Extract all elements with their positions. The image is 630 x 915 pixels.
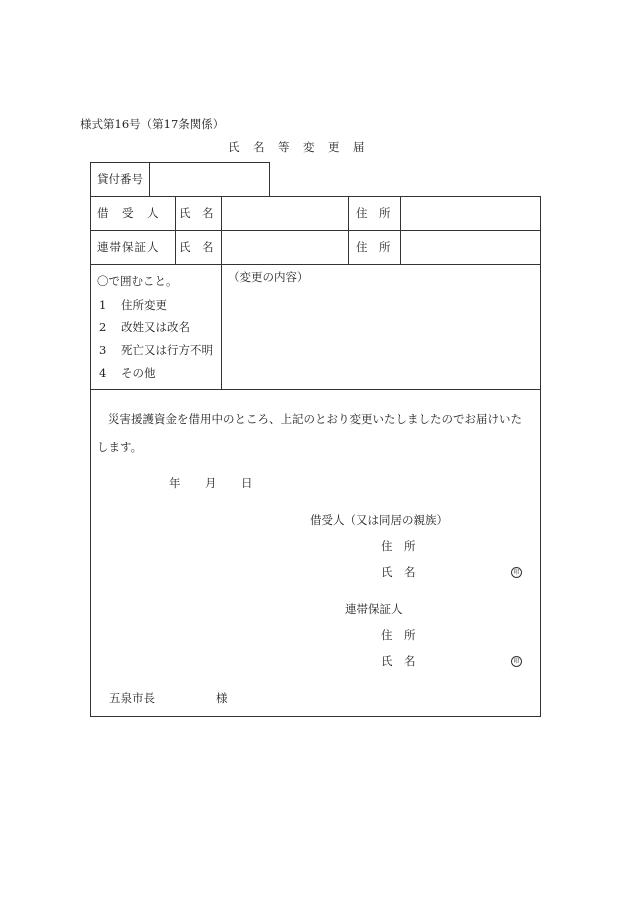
option-text: 改姓又は改名 [121,320,190,334]
line [90,162,91,716]
option-number: 3 [99,343,107,357]
loan-number-field[interactable] [155,172,265,188]
line [90,196,541,197]
guarantor-address-field[interactable] [405,240,535,256]
seal-icon: 印 [511,567,522,578]
line [540,196,541,716]
signer1-address-label: 住 所 [381,539,416,553]
guarantor-label: 連帯保証人 [97,240,160,254]
option-number: 4 [99,366,107,380]
guarantor-address-label: 住 所 [356,240,391,254]
signer2-name-label: 氏 名 [381,654,416,668]
form-number: 様式第16号（第17条関係） [80,117,225,131]
statement-line-2: します。 [97,440,143,454]
change-details-label: （変更の内容） [228,270,309,284]
addressee: 五泉市長 [109,691,155,705]
date-day: 日 [241,476,253,490]
option-text: 死亡又は行方不明 [121,343,213,357]
line [90,162,270,163]
option-number: 2 [99,320,107,334]
borrower-name-label: 氏 名 [179,206,214,220]
option-number: 1 [99,298,107,312]
line [149,162,150,196]
line [90,230,541,231]
line [90,716,541,717]
signer2-address-label: 住 所 [381,628,416,642]
line [348,196,349,264]
loan-number-label: 貸付番号 [97,172,143,186]
line [221,196,222,389]
line [90,389,541,390]
line [175,196,176,264]
statement-line-1: 災害援護資金を借用中のところ、上記のとおり変更いたしましたのでお届けいた [108,412,522,426]
signer1-label: 借受人（又は同居の親族） [310,513,448,527]
borrower-address-label: 住 所 [356,206,391,220]
line [90,264,541,265]
honorific: 様 [216,691,228,705]
signer1-name-label: 氏 名 [381,565,416,579]
option-text: 住所変更 [121,298,167,312]
date-month: 月 [205,476,217,490]
guarantor-name-field[interactable] [226,240,344,256]
change-details-field[interactable] [228,288,534,384]
line [400,196,401,264]
date-year: 年 [169,476,181,490]
options-instruction: 〇で囲むこと。 [97,274,178,288]
seal-icon: 印 [511,656,522,667]
option-text: その他 [121,366,156,380]
borrower-name-field[interactable] [226,206,344,222]
borrower-label: 借 受 人 [97,206,160,220]
borrower-address-field[interactable] [405,206,535,222]
form-title: 氏 名 等 変 更 届 [228,140,366,154]
line [269,162,270,196]
signer2-label: 連帯保証人 [345,602,403,616]
guarantor-name-label: 氏 名 [179,240,214,254]
